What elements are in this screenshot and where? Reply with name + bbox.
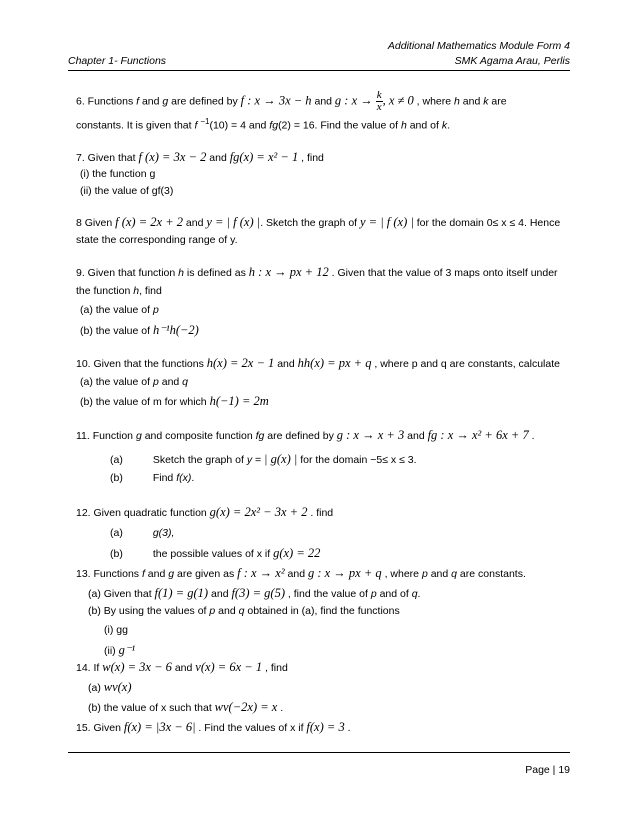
q10-part-a: (a) the value of p and q — [80, 376, 189, 388]
header-title: Additional Mathematics Module Form 4 — [387, 40, 570, 52]
q13-part-b-i: (i) gg — [104, 624, 128, 636]
header-chapter: Chapter 1- Functions — [68, 55, 167, 67]
q13-part-a: (a) Given that f(1) = g(1) and f(3) = g(5) , find the value of p and of q. — [88, 586, 421, 600]
q9-line2: the function h, find — [76, 285, 162, 297]
q8-line1: 8 Given f (x) = 2x + 2 and y = | f (x) |. Sketch the graph of y = | f (x) | for the domain 0≤ x ≤ 4. Hence — [76, 215, 561, 229]
q9-line1: 9. Given that function h is defined as h : x → px + 12 . Given that the value of 3 maps onto itself under — [76, 265, 558, 279]
q11-part-a: (a) Sketch the graph of y = | g(x) | for the domain −5≤ x ≤ 3. — [110, 452, 417, 466]
q11-part-b: (b) Find f(x). — [110, 472, 195, 484]
q12-part-b: (b) the possible values of x if g(x) = 22 — [110, 546, 321, 560]
q7-part-ii: (ii) the value of gf(3) — [80, 185, 174, 197]
q8-line2: state the corresponding range of y. — [76, 234, 238, 246]
q9-part-b: (b) the value of h⁻¹h(−2) — [80, 323, 199, 337]
footer-rule — [68, 752, 570, 753]
k-over-x-fraction: $\frac{k}{x}$ — [376, 89, 382, 113]
q13-part-b-ii: (ii) g⁻¹ — [104, 643, 136, 657]
q14-line1: 14. If w(x) = 3x − 6 and v(x) = 6x − 1 , find — [76, 660, 288, 674]
q13-part-b: (b) By using the values of p and q obtained in (a), find the functions — [88, 605, 400, 617]
header-rule — [68, 70, 570, 71]
q6-line1: 6. Functions f and g are defined by f : x → 3x − h and g : x → $\frac{k}{x}$ , x ≠ 0 , where h and k are — [76, 89, 507, 113]
header-school: SMK Agama Arau, Perlis — [454, 55, 570, 67]
q12-part-a: (a) g(3), — [110, 527, 175, 539]
q10-part-b: (b) the value of m for which h(−1) = 2m — [80, 394, 269, 408]
q15-line1: 15. Given f(x) = |3x − 6| . Find the values of x if f(x) = 3 . — [76, 720, 351, 734]
q7-part-i: (i) the function g — [80, 168, 156, 180]
q10-line1: 10. Given that the functions h(x) = 2x − 1 and hh(x) = px + q , where p and q are constants, calculate — [76, 356, 560, 370]
q14-part-a: (a) wv(x) — [88, 680, 132, 694]
page-number: Page | 19 — [525, 764, 570, 776]
q11-line1: 11. Function g and composite function fg are defined by g : x → x + 3 and fg : x → x² + 6x + 7 . — [76, 428, 535, 442]
q9-part-a: (a) the value of p — [80, 304, 159, 316]
q7-line1: 7. Given that f (x) = 3x − 2 and fg(x) = x² − 1 , find — [76, 150, 324, 164]
q12-line1: 12. Given quadratic function g(x) = 2x² − 3x + 2 . find — [76, 505, 334, 519]
q13-line1: 13. Functions f and g are given as f : x → x² and g : x → px + q , where p and q are constants. — [76, 566, 526, 580]
q14-part-b: (b) the value of x such that wv(−2x) = x . — [88, 700, 284, 714]
q6-line2: constants. It is given that f $^{-1}$(10) = 4 and fg(2) = 16. Find the value of h and of k. — [76, 117, 450, 132]
